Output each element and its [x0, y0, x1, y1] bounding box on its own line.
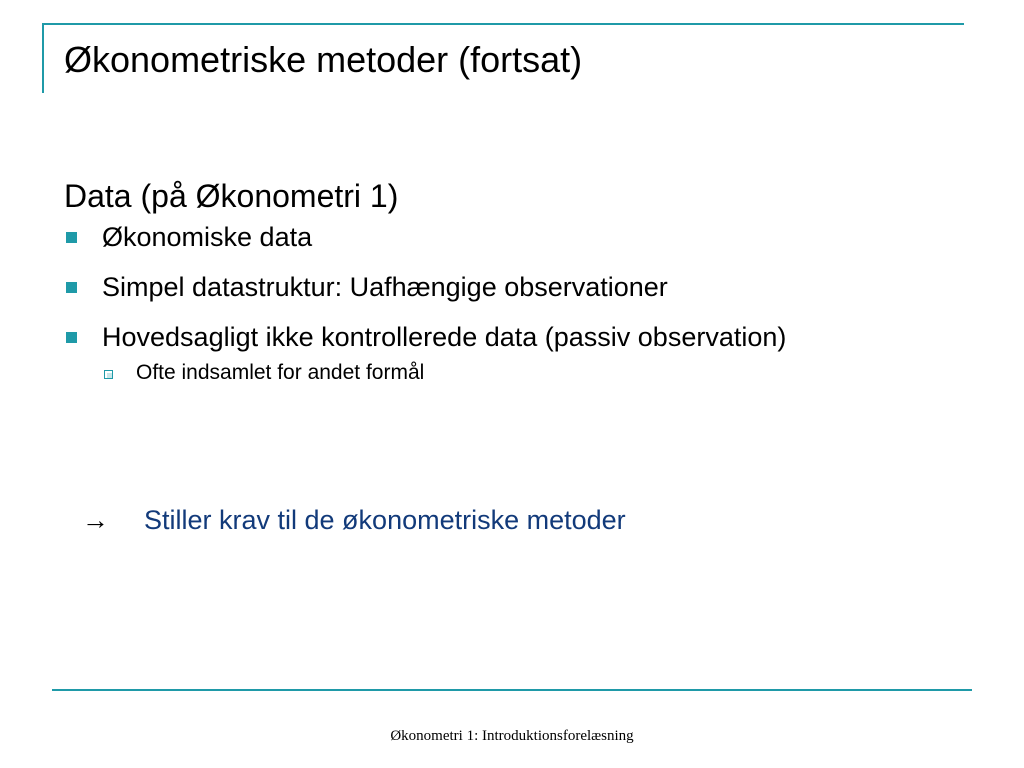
square-bullet-icon	[66, 232, 77, 243]
bullet-item	[64, 220, 964, 254]
slide-title: Økonometriske metoder (fortsat)	[64, 39, 583, 80]
bullet-item	[64, 320, 964, 386]
section-heading: Data (på Økonometri 1)	[64, 178, 399, 214]
hollow-square-bullet-icon	[104, 370, 113, 379]
square-bullet-icon	[66, 282, 77, 293]
bottom-rule	[52, 689, 972, 691]
conclusion-line	[82, 502, 626, 538]
bullet-text: Økonomiske data	[102, 222, 313, 252]
sub-bullet-item	[102, 360, 964, 386]
square-bullet-icon	[66, 332, 77, 343]
sub-bullet-list	[102, 360, 964, 386]
conclusion-text: Stiller krav til de økonometriske metoder	[144, 505, 626, 535]
sub-bullet-text: Ofte indsamlet for andet formål	[136, 361, 425, 384]
slide-content	[64, 176, 964, 402]
left-rule	[42, 23, 44, 93]
bullet-item	[64, 270, 964, 304]
bullet-list	[64, 220, 964, 386]
slide-footer: Økonometri 1: Introduktionsforelæsning	[390, 728, 634, 744]
bullet-text: Hovedsagligt ikke kontrollerede data (passiv observation)	[102, 322, 787, 352]
top-rule	[42, 23, 964, 25]
right-arrow-icon: →	[82, 505, 109, 535]
bullet-text: Simpel datastruktur: Uafhængige observationer	[102, 272, 668, 302]
